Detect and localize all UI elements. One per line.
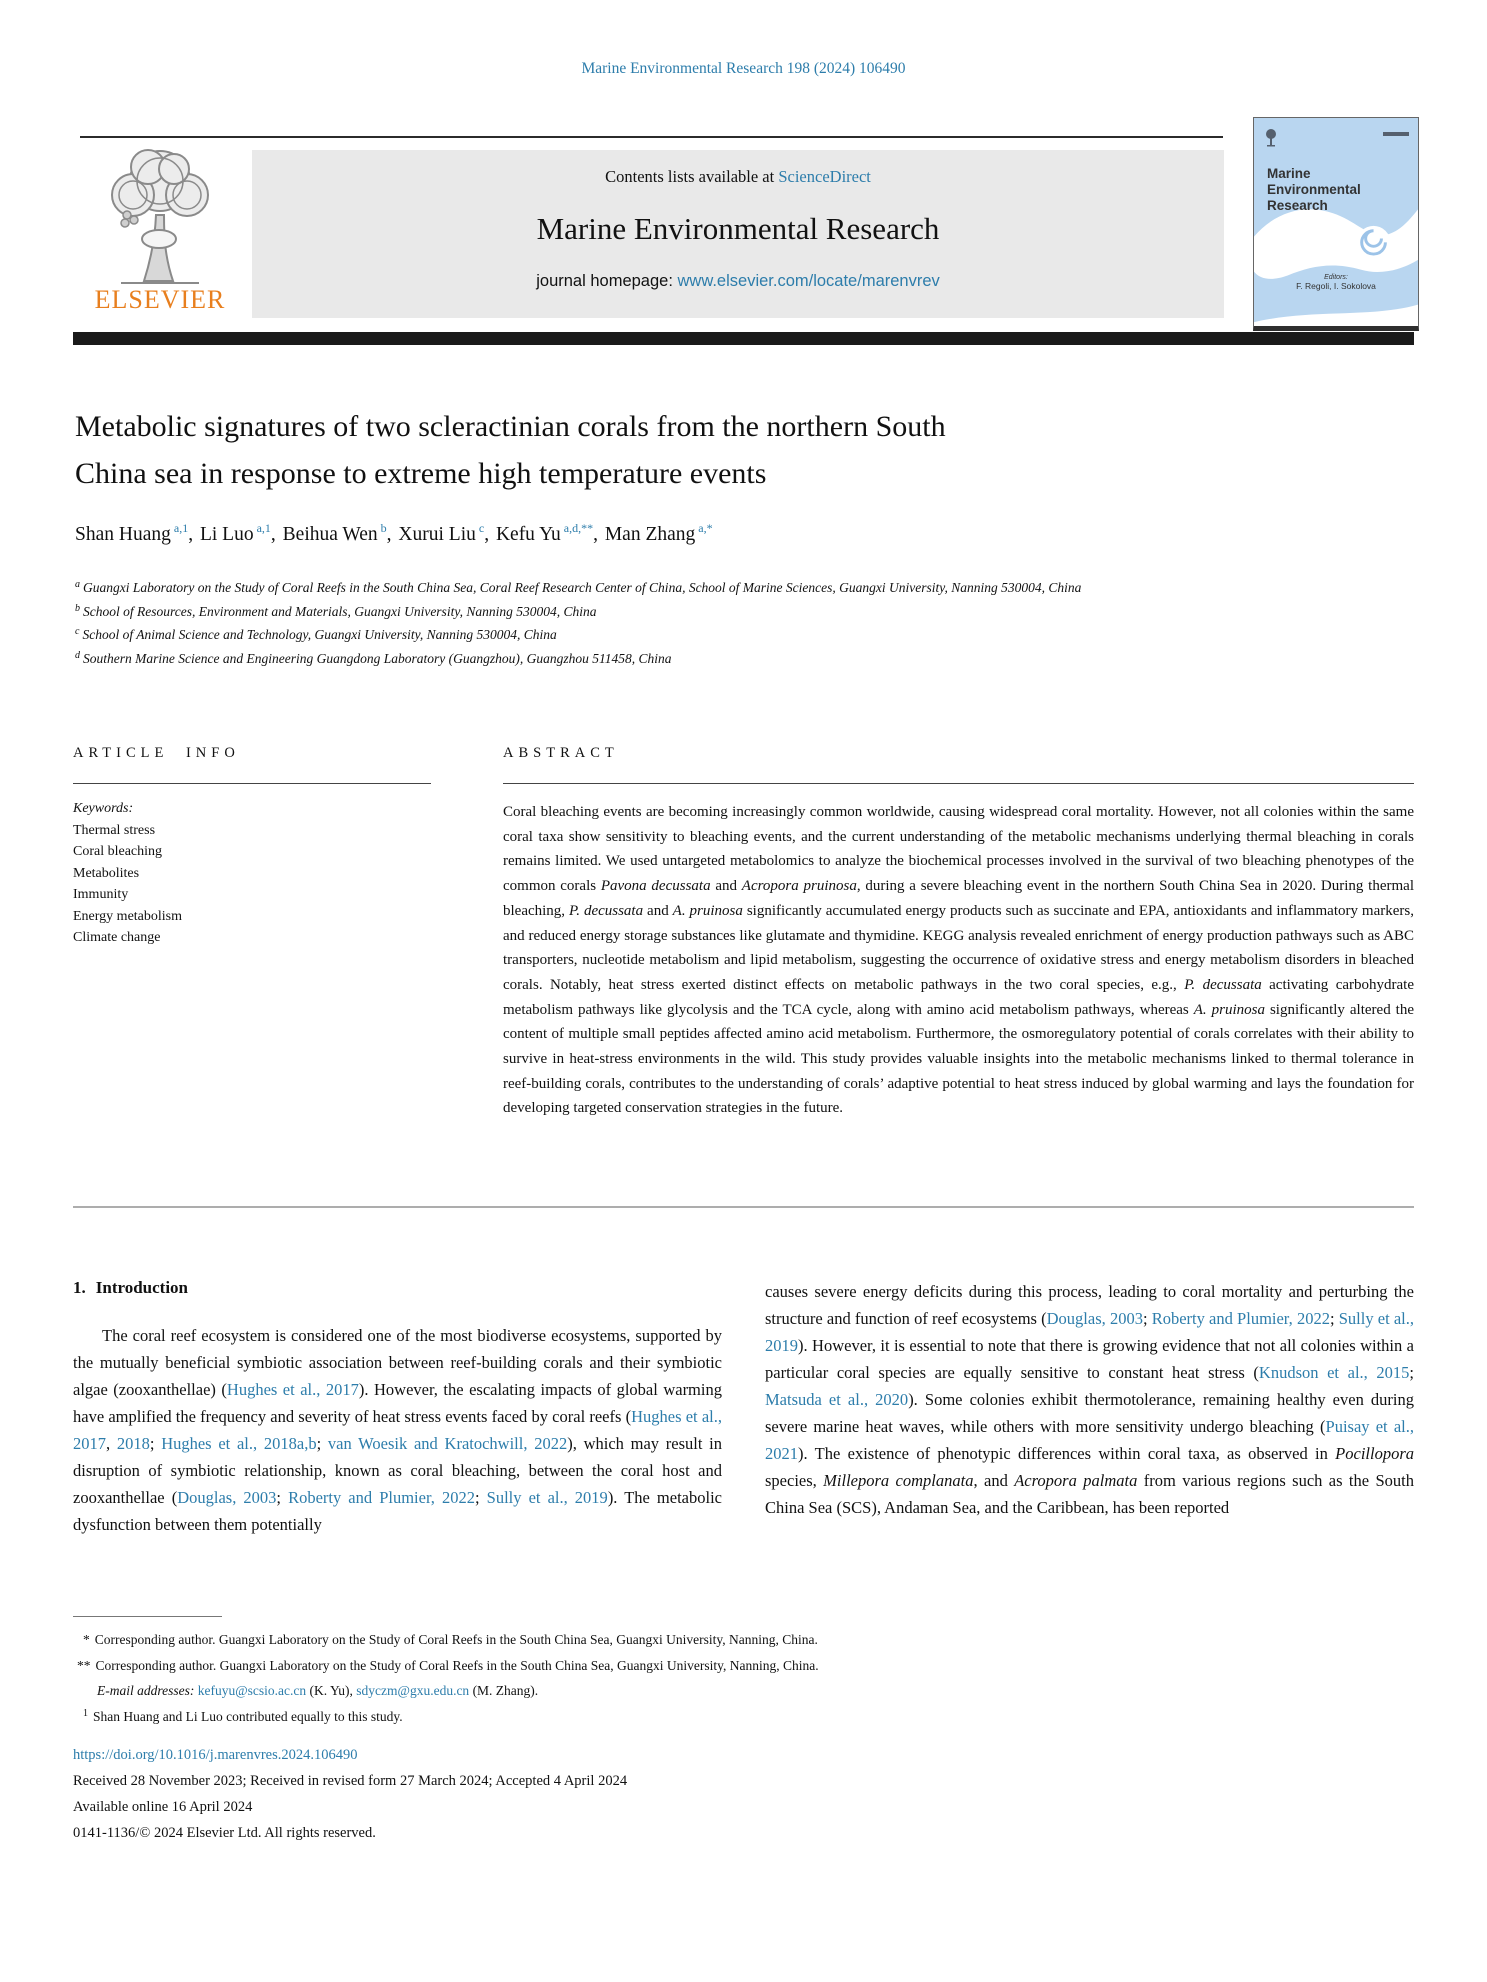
citation-link[interactable]: Roberty and Plumier, 2022 (288, 1488, 475, 1507)
text-segment: Millepora complanata (823, 1471, 974, 1490)
info-abstract-section (73, 745, 1414, 1121)
citation-link[interactable]: Hughes et al., 2017 (73, 1407, 722, 1453)
text-segment: ). The existence of phenotypic differences within coral taxa, as observed in (798, 1444, 1336, 1463)
email-addresses-note (73, 1678, 1183, 1704)
elsevier-logo[interactable] (80, 143, 240, 328)
text-segment: ; (1142, 1309, 1152, 1328)
sciencedirect-link[interactable]: ScienceDirect (778, 167, 871, 186)
author-affiliation-sup[interactable]: a,d,** (563, 521, 594, 535)
homepage-line (252, 272, 1224, 291)
text-segment: and (643, 902, 673, 919)
citation-link[interactable]: kefuyu@scsio.ac.cn (197, 1683, 307, 1698)
affiliation-item (75, 624, 1420, 648)
cover-editors-label: Editors: (1324, 274, 1348, 281)
citation-link[interactable]: Matsuda et al., 2020 (765, 1390, 909, 1409)
article-title-line1: Metabolic signatures of two scleractinian corals from the northern South (75, 410, 946, 443)
affiliation-text: School of Animal Science and Technology, Guangxi University, Nanning 530004, China (82, 627, 557, 642)
footnote-marker: * (83, 1632, 90, 1647)
author-name[interactable]: Kefu Yu (495, 524, 561, 545)
cover-title (1267, 166, 1361, 214)
author-name[interactable]: Xurui Liu (398, 524, 476, 545)
text-segment: Acropora pruinosa (741, 878, 857, 895)
text-segment: significantly accumulated energy products such as succinate and EPA, antioxidants and inflammatory markers, and reduced energy storage substances like glutamate and thymidine. KEGG analysis revealed enrichment of energy production pathways such as ABC transporters, nucleotide metabolism and lipid metabolism, suggesting the occurrence of oxidative stress and energy metabolism disorders in bleached corals. Notably, heat stress exerted distinct effects on metabolic pathways in the two coral species, e.g., (503, 902, 1414, 993)
text-segment: A. pruinosa (1193, 1001, 1265, 1018)
keyword: Climate change (73, 930, 161, 945)
introduction-section (73, 1276, 1414, 1538)
cover-wave-art (1254, 118, 1418, 326)
affiliation-list (75, 577, 1420, 671)
journal-title: Marine Environmental Research (536, 211, 940, 246)
footnotes (73, 1627, 1183, 1731)
homepage-prefix: journal homepage: (536, 272, 678, 290)
abstract-text (503, 798, 1414, 1121)
citation-link[interactable]: Sully et al., 2019 (486, 1488, 608, 1507)
affiliation-sup: a (75, 579, 80, 590)
text-segment: causes severe energy deficits during this process, leading to coral mortality and perturbing the structure and function of reef ecosystems ( (765, 1282, 1414, 1328)
affiliation-item (75, 648, 1420, 672)
text-segment: (K. Yu), (306, 1683, 357, 1698)
text-segment: , (106, 1434, 117, 1453)
author-affiliation-sup[interactable]: b (380, 521, 387, 535)
intro-paragraph-left (73, 1322, 722, 1538)
text-segment: ; (276, 1488, 289, 1507)
citation-link[interactable]: Roberty and Plumier, 2022 (1151, 1309, 1330, 1328)
imprint-block (73, 1742, 627, 1846)
corresponding-author-note (73, 1627, 1183, 1653)
affiliation-sup: b (75, 602, 80, 614)
author-name[interactable]: Man Zhang (604, 524, 696, 545)
text-segment: from various regions such as the South China Sea (SCS), Andaman Sea, and the Caribbean, has been reported (765, 1471, 1414, 1517)
article-info-heading: ARTICLE INFO (73, 745, 240, 761)
footnote-text: Shan Huang and Li Luo contributed equally to this study. (93, 1708, 403, 1724)
text-segment: ; (1409, 1363, 1414, 1382)
author-affiliation-sup[interactable]: a,* (698, 521, 713, 535)
abstract-bottom-rule (73, 1206, 1414, 1208)
text-segment: , during a severe bleaching event in the northern South China Sea in 2020. During thermal bleaching, (503, 878, 1414, 919)
affiliation-sup: d (75, 649, 80, 661)
text-segment: Pavona decussata (600, 878, 711, 895)
keywords-label: Keywords: (73, 801, 134, 816)
text-segment: ). Some colonies exhibit thermotolerance, remaining healthy even during severe marine heat waves, while others with more sensitivity undergo bleaching ( (765, 1390, 1414, 1436)
abstract-column (503, 745, 1414, 1121)
available-online: Available online 16 April 2024 (73, 1799, 253, 1815)
text-segment: The coral reef ecosystem is considered one of the most biodiverse ecosystems, supported by the mutually beneficial symbiotic association between reef-building corals and their symbiotic algae (zooxanthellae) ( (73, 1326, 722, 1399)
journal-citation: Marine Environmental Research 198 (2024) 106490 (581, 60, 906, 77)
received-dates: Received 28 November 2023; Received in revised form 27 March 2024; Accepted 4 April 2024 (73, 1773, 628, 1789)
keyword: Energy metabolism (73, 908, 182, 924)
cover-title-line: Research (1267, 198, 1328, 213)
keyword: Metabolites (73, 865, 140, 881)
equal-contribution-note (73, 1704, 1183, 1732)
citation-link[interactable]: Douglas, 2003 (1046, 1309, 1143, 1328)
doi-link[interactable]: https://doi.org/10.1016/j.marenvres.2024.106490 (73, 1747, 358, 1763)
citation-link[interactable]: Douglas, 2003 (177, 1488, 277, 1507)
affiliation-text: Guangxi Laboratory on the Study of Coral Reefs in the South China Sea, Coral Reef Research Center of China, School of Marine Sciences, Guangxi University, Nanning 530004, China (83, 580, 1082, 595)
author-separator: , (593, 524, 603, 545)
author-separator: , (270, 524, 281, 545)
citation-link[interactable]: Puisay et al., 2021 (765, 1417, 1414, 1463)
author-affiliation-sup[interactable]: c (478, 521, 485, 535)
text-segment: ; (1329, 1309, 1339, 1328)
journal-cover-thumbnail[interactable] (1253, 117, 1419, 331)
text-segment: ; (149, 1434, 162, 1453)
text-segment: P. decussata (1184, 976, 1262, 993)
copyright-line: 0141-1136/© 2024 Elsevier Ltd. All rights reserved. (73, 1825, 376, 1841)
author-separator: , (484, 524, 494, 545)
citation-link[interactable]: sdyczm@gxu.edu.cn (356, 1683, 470, 1698)
footnote-marker: 1 (83, 1707, 88, 1719)
cover-editors (1254, 274, 1418, 291)
section-label: Introduction (95, 1278, 189, 1297)
cover-issn-text (1383, 132, 1409, 136)
introduction-heading (73, 1278, 722, 1298)
text-segment: ). The metabolic dysfunction between them potentially (73, 1488, 722, 1534)
cover-title-line: Environmental (1267, 182, 1361, 197)
affiliation-text: School of Resources, Environment and Materials, Guangxi University, Nanning 530004, China (83, 603, 597, 619)
text-segment: E-mail addresses: (97, 1683, 198, 1698)
contents-prefix: Contents lists available at (605, 167, 779, 186)
header-top-rule (80, 136, 1223, 138)
author-list (75, 521, 713, 546)
affiliation-sup: c (75, 626, 80, 637)
affiliation-item (75, 601, 1420, 625)
contents-line (252, 150, 1224, 187)
article-title (75, 403, 1235, 497)
abstract-heading: ABSTRACT (503, 745, 619, 761)
author-name[interactable]: Beihua Wen (282, 524, 378, 545)
text-segment: and (710, 878, 742, 895)
text-segment: ; (475, 1488, 487, 1507)
text-segment: A. pruinosa (672, 902, 743, 919)
text-segment: species, (765, 1471, 824, 1490)
author-name[interactable]: Li Luo (199, 524, 254, 545)
citation-link[interactable]: Sully et al., 2019 (765, 1309, 1414, 1355)
elsevier-wordmark: ELSEVIER (94, 285, 226, 314)
cover-editors-names: F. Regoli, I. Sokolova (1296, 281, 1376, 291)
abstract-rule (503, 783, 1414, 784)
text-segment: ). However, it is essential to note that there is growing evidence that not all colonies within a particular coral species are equally sensitive to constant heat stress ( (765, 1336, 1414, 1382)
text-segment: , and (973, 1471, 1015, 1490)
citation-link[interactable]: Hughes et al., 2018a,b (161, 1434, 317, 1453)
author-name[interactable]: Shan Huang (75, 524, 171, 545)
article-title-line2: China sea in response to extreme high temperature events (75, 457, 767, 490)
text-segment: significantly altered the content of multiple small peptides affected amino acid metabolism. Furthermore, the osmoregulatory potential of corals correlates with their ability to survive in heat-stress environments in the wild. This study provides valuable insights into the metabolic mechanisms linked to thermal tolerance in reef-building corals, contributes to the understanding of corals’ adaptive potential to heat stress induced by global warming and lays the foundation for developing targeted conservation strategies in the future. (503, 1001, 1414, 1117)
text-segment: Coral bleaching events are becoming increasingly common worldwide, causing widespread coral mortality. However, not all colonies within the same coral taxa show sensitivity to bleaching events, and the current understanding of the metabolic mechanisms underlying thermal bleaching in corals remains limited. We used untargeted metabolomics to analyze the biochemical processes involved in the survival of two bleaching phenotypes of the common corals (503, 804, 1414, 895)
cover-title-line: Marine (1267, 166, 1311, 181)
text-segment: (M. Zhang). (469, 1683, 539, 1698)
text-segment: P. decussata (569, 902, 644, 919)
affiliation-text: Southern Marine Science and Engineering Guangdong Laboratory (Guangzhou), Guangzhou 511458, China (83, 650, 672, 666)
citation-link[interactable]: 2018 (116, 1434, 150, 1453)
author-separator: , (188, 524, 198, 545)
article-info-rule (73, 783, 431, 784)
footnote-rule (73, 1616, 222, 1617)
footnote-text: Corresponding author. Guangxi Laboratory on the Study of Coral Reefs in the South China Sea, Guangxi University, Nanning, China. (94, 1632, 818, 1647)
keyword: Immunity (73, 887, 129, 902)
journal-masthead (252, 150, 1224, 318)
article-info-column (73, 745, 431, 1121)
citation-link[interactable]: van Woesik and Kratochwill, 2022 (327, 1434, 568, 1453)
elsevier-tree-icon (101, 143, 219, 289)
corresponding-author-note-2 (73, 1653, 1183, 1679)
intro-paragraph-right (765, 1278, 1414, 1521)
keyword: Thermal stress (73, 822, 156, 838)
text-segment: activating carbohydrate metabolism pathways like glycolysis and the TCA cycle, along with amino acid metabolism pathways, whereas (503, 976, 1414, 1018)
intro-left-column (73, 1276, 722, 1538)
masthead-bottom-bar (73, 332, 1414, 345)
keyword: Coral bleaching (73, 844, 163, 859)
text-segment: ), which may result in disruption of symbiotic relationship, known as coral bleaching, between the coral host and zooxanthellae ( (73, 1434, 722, 1507)
author-affiliation-sup[interactable]: a,1 (173, 521, 189, 535)
text-segment: ; (316, 1434, 328, 1453)
text-segment: Acropora palmata (1014, 1471, 1138, 1490)
footnote-marker: ** (77, 1657, 91, 1673)
author-affiliation-sup[interactable]: a,1 (256, 521, 271, 535)
citation-link[interactable]: Hughes et al., 2017 (226, 1380, 359, 1399)
homepage-link[interactable]: www.elsevier.com/locate/marenvrev (677, 272, 940, 290)
author-separator: , (386, 524, 397, 545)
citation-link[interactable]: Knudson et al., 2015 (1258, 1363, 1410, 1382)
affiliation-item (75, 577, 1420, 601)
text-segment: ). However, the escalating impacts of global warming have amplified the frequency and severity of heat stress events faced by coral reefs ( (73, 1380, 722, 1426)
section-number: 1. (73, 1278, 86, 1297)
text-segment: Pocillopora (1335, 1444, 1414, 1463)
footnote-text: Corresponding author. Guangxi Laboratory on the Study of Coral Reefs in the South China Sea, Guangxi University, Nanning, China. (95, 1657, 819, 1673)
intro-right-column (765, 1276, 1414, 1538)
cover-elsevier-mark (1264, 128, 1278, 148)
